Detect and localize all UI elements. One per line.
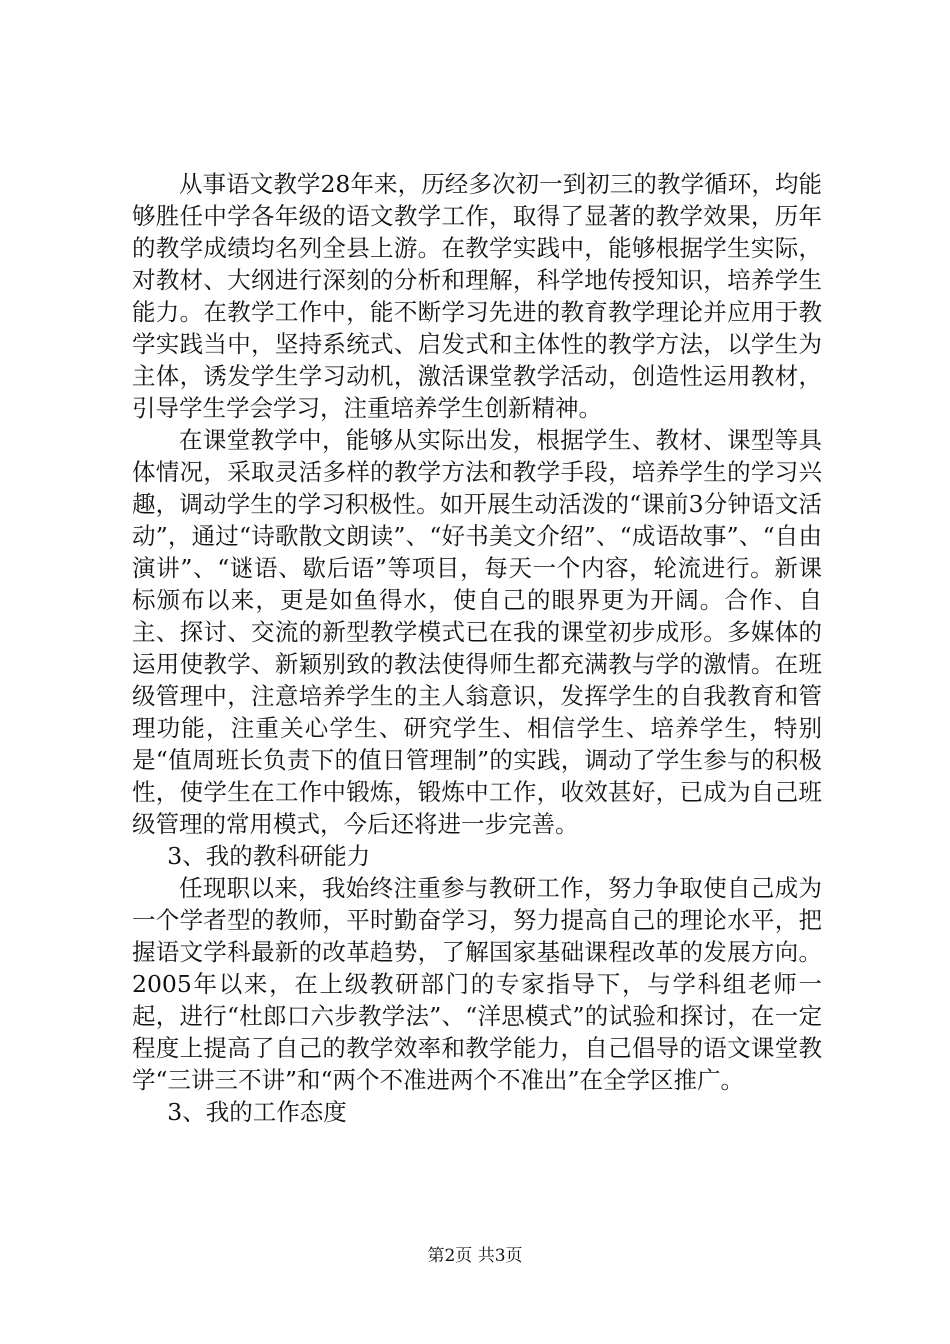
page-number-footer: 第2页 共3页 bbox=[427, 1246, 523, 1266]
section-heading-research: 3、我的教科研能力 bbox=[167, 842, 371, 870]
paragraph-classroom-teaching: 在课堂教学中，能够从实际出发，根据学生、教材、课型等具体情况，采取灵活多样的教学方法和教学手段，培养学生的学习兴趣，调动学生的学习积极性。如开展生动活泼的“课前3分钟语文活动”，通过“诗歌散文朗读”、“好书美文介绍”、“成语故事”、“自由演讲”、“谜语、歇后语”等项目，每天一个内容，轮流进行。新课标颁布以来，更是如鱼得水，使自己的眼界更为开阔。合作、自主、探讨、交流的新型教学模式已在我的课堂初步成形。多媒体的运用使教学、新颖别致的教法使得师生都充满教与学的激情。在班级管理中，注意培养学生的主人翁意识，发挥学生的自我教育和管理功能，注重关心学生、研究学生、相信学生、培养学生，特别是“值周班长负责下的值日管理制”的实践，调动了学生参与的积极性，使学生在工作中锻炼，锻炼中工作，收效甚好，已成为自己班级管理的常用模式，今后还将进一步完善。 bbox=[132, 426, 822, 838]
paragraph-teaching-experience: 从事语文教学28年来，历经多次初一到初三的教学循环，均能够胜任中学各年级的语文教学工作，取得了显著的教学效果，历年的教学成绩均名列全县上游。在教学实践中，能够根据学生实际，对教材、大纲进行深刻的分析和理解，科学地传授知识，培养学生能力。在教学工作中，能不断学习先进的教育教学理论并应用于教学实践当中，坚持系统式、启发式和主体性的教学方法，以学生为主体，诱发学生学习动机，激活课堂教学活动，创造性运用教材，引导学生学会学习，注重培养学生创新精神。 bbox=[132, 170, 822, 422]
paragraph-research: 任现职以来，我始终注重参与教研工作，努力争取使自己成为一个学者型的教师，平时勤奋学习，努力提高自己的理论水平，把握语文学科最新的改革趋势，了解国家基础课程改革的发展方向。2005年以来，在上级教研部门的专家指导下，与学科组老师一起，进行“杜郎口六步教学法”、“洋思模式”的试验和探讨，在一定程度上提高了自己的教学效率和教学能力，自己倡导的语文课堂教学“三讲三不讲”和“两个不准进两个不准出”在全学区推广。 bbox=[132, 874, 822, 1094]
section-heading-work-attitude: 3、我的工作态度 bbox=[167, 1098, 347, 1126]
document-body bbox=[132, 168, 822, 1128]
